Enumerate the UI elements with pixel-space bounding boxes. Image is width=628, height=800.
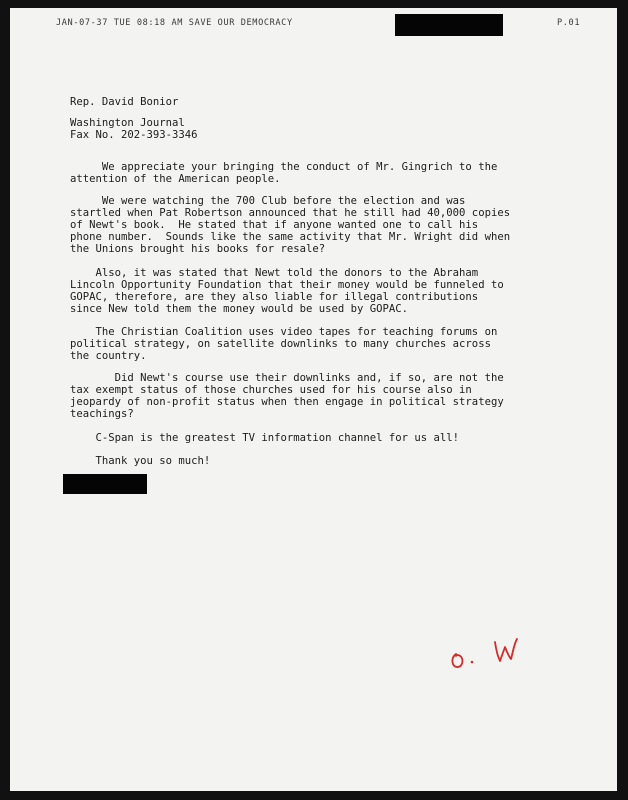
body-line: attention of the American people. xyxy=(70,173,281,185)
body-line: the country. xyxy=(70,350,147,362)
body-line: Did Newt's course use their downlinks and, if so, are not the xyxy=(70,372,504,384)
body-line: GOPAC, therefore, are they also liable for illegal contributions xyxy=(70,291,479,303)
redaction-box-signature xyxy=(63,474,147,494)
body-line: of Newt's book. He stated that if anyone wanted one to call his xyxy=(70,219,479,231)
body-line: tax exempt status of those churches used for his course also in xyxy=(70,384,472,396)
recipient-organization: Washington Journal xyxy=(70,117,185,129)
fax-page xyxy=(10,8,617,791)
body-line: phone number. Sounds like the same activity that Mr. Wright did when xyxy=(70,231,511,243)
body-line: the Unions brought his books for resale? xyxy=(70,243,326,255)
body-line: C-Span is the greatest TV information channel for us all! xyxy=(70,432,460,444)
body-line: We appreciate your bringing the conduct of Mr. Gingrich to the xyxy=(70,161,498,173)
body-line: political strategy, on satellite downlinks to many churches across xyxy=(70,338,491,350)
body-line: Also, it was stated that Newt told the donors to the Abraham xyxy=(70,267,479,279)
body-line: jeopardy of non-profit status when then engage in political strategy xyxy=(70,396,504,408)
recipient-fax-number: Fax No. 202-393-3346 xyxy=(70,129,198,141)
body-line: since New told them the money would be used by GOPAC. xyxy=(70,303,409,315)
body-line: We were watching the 700 Club before the election and was xyxy=(70,195,466,207)
body-line: The Christian Coalition uses video tapes for teaching forums on xyxy=(70,326,498,338)
fax-header-line: JAN-07-37 TUE 08:18 AM SAVE OUR DEMOCRACY xyxy=(56,18,293,28)
body-line: Lincoln Opportunity Foundation that their money would be funneled to xyxy=(70,279,504,291)
handwritten-initials xyxy=(447,630,537,674)
recipient-name: Rep. David Bonior xyxy=(70,96,179,108)
redaction-box-header xyxy=(395,14,503,36)
closing-line: Thank you so much! xyxy=(70,455,211,467)
page-number: P.01 xyxy=(557,18,581,28)
body-line: startled when Pat Robertson announced that he still had 40,000 copies xyxy=(70,207,511,219)
body-line: teachings? xyxy=(70,408,134,420)
